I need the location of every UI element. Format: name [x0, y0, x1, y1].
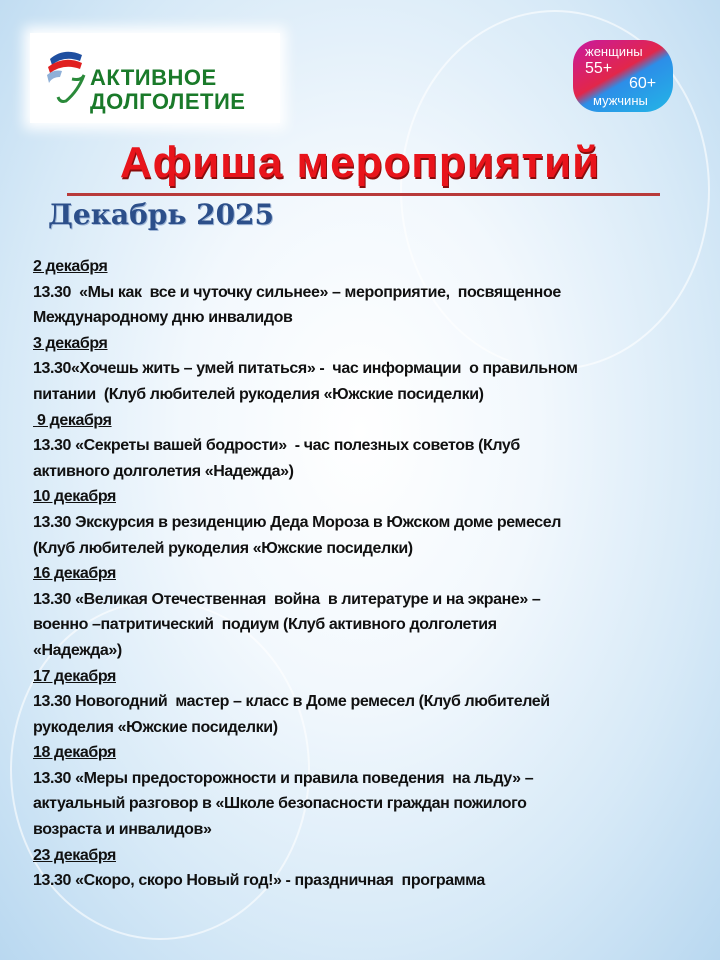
event-description: активного долголетия «Надежда»)	[33, 462, 294, 480]
event-description: 13.30 Экскурсия в резиденцию Деда Мороза в Южском доме ремесел	[33, 513, 561, 531]
event-date: 9 декабря	[33, 411, 112, 429]
event-date: 2 декабря	[33, 258, 108, 275]
flag-leaf-icon	[42, 45, 90, 105]
badge-women: женщины	[585, 44, 643, 59]
event-item	[33, 561, 703, 663]
event-list	[33, 254, 703, 894]
event-description: «Надежда»)	[33, 641, 122, 659]
event-description: Международному дню инвалидов	[33, 309, 293, 327]
event-description: 13.30 «Меры предосторожности и правила поведения на льду» –	[33, 769, 534, 787]
event-description: 13.30 «Мы как все и чуточку сильнее» – мероприятие, посвященное	[33, 283, 561, 301]
event-description: возраста и инвалидов»	[33, 821, 212, 839]
title-divider	[67, 193, 660, 196]
event-description: военно –патритический подиум (Клуб активного долголетия	[33, 616, 497, 634]
event-description: питании (Клуб любителей рукоделия «Южские посиделки)	[33, 385, 484, 403]
event-item	[33, 664, 703, 741]
month-heading: Декабрь 2025	[48, 198, 275, 231]
event-date: 17 декабря	[33, 667, 116, 685]
event-description: 13.30 Новогодний мастер – класс в Доме ремесел (Клуб любителей	[33, 693, 550, 711]
event-date: 23 декабря	[33, 846, 116, 864]
event-date: 16 декабря	[33, 565, 116, 583]
event-description: 13.30«Хочешь жить – умей питаться» - час информации о правильном	[33, 360, 578, 378]
event-item	[33, 843, 703, 894]
logo-line-1: АКТИВНОЕ	[90, 65, 217, 90]
event-item	[33, 740, 703, 842]
age-badge	[573, 40, 673, 112]
badge-women-age: 55+	[585, 60, 613, 77]
event-item	[33, 331, 703, 408]
event-description: 13.30 «Великая Отечественная война в литературе и на экране» –	[33, 590, 541, 608]
event-item	[33, 484, 703, 561]
event-date: 10 декабря	[33, 488, 116, 506]
event-item	[33, 254, 703, 331]
event-item	[33, 408, 703, 485]
event-description: 13.30 «Секреты вашей бодрости» - час полезных советов (Клуб	[33, 437, 520, 455]
event-description: 13.30 «Скоро, скоро Новый год!» - праздничная программа	[33, 872, 485, 890]
event-date: 18 декабря	[33, 744, 116, 762]
page-title: Афиша мероприятий	[119, 138, 601, 187]
event-description: рукоделия «Южские посиделки)	[33, 718, 278, 736]
badge-men-age: 60+	[629, 75, 657, 92]
event-description: актуальный разговор в «Школе безопасности граждан пожилого	[33, 795, 527, 813]
badge-men: мужчины	[593, 93, 648, 108]
logo-line-2: ДОЛГОЛЕТИЕ	[90, 89, 246, 114]
active-longevity-logo	[30, 33, 280, 123]
event-date: 3 декабря	[33, 334, 108, 352]
event-description: (Клуб любителей рукоделия «Южские посиделки)	[33, 539, 413, 557]
